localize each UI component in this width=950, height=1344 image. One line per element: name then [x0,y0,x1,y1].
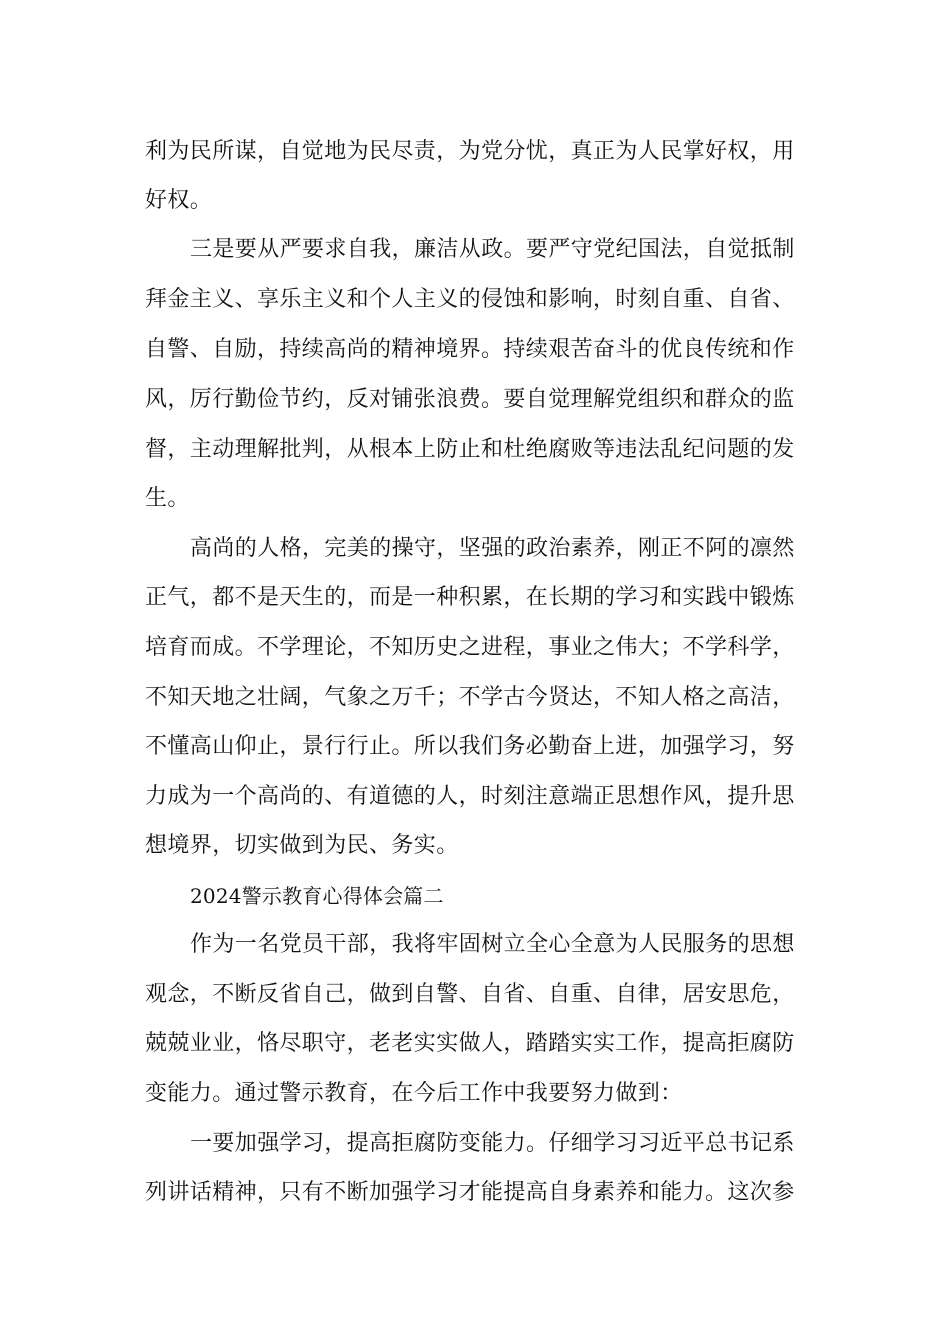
text-line: 好权。 [145,188,213,213]
paragraph-first-line: 作为一名党员干部，我将牢固树立全心全意为人民服务的思想 [190,932,795,957]
text-line: 观念，不断反省自己，做到自警、自省、自重、自律，居安思危， [145,982,795,1007]
text-line: 力成为一个高尚的、有道德的人，时刻注意端正思想作风，提升思 [145,784,795,809]
paragraph-first-line: 一要加强学习，提高拒腐防变能力。仔细学习习近平总书记系 [190,1131,795,1156]
text-line: 正气，都不是天生的，而是一种积累，在长期的学习和实践中锻炼 [145,585,795,610]
text-line: 想境界，切实做到为民、务实。 [145,833,459,858]
text-line: 利为民所谋，自觉地为民尽责，为党分忧，真正为人民掌好权，用 [145,139,795,164]
text-line: 风，厉行勤俭节约，反对铺张浪费。要自觉理解党组织和群众的监 [145,387,795,412]
text-line: 拜金主义、享乐主义和个人主义的侵蚀和影响，时刻自重、自省、 [145,287,795,312]
text-line: 生。 [145,486,190,511]
text-line: 自警、自励，持续高尚的精神境界。持续艰苦奋斗的优良传统和作 [145,337,795,362]
paragraph-first-line: 高尚的人格，完美的操守，坚强的政治素养，刚正不阿的凛然 [190,536,795,561]
text-line: 培育而成。不学理论，不知历史之进程，事业之伟大；不学科学， [145,635,795,660]
text-line: 督，主动理解批判，从根本上防止和杜绝腐败等违法乱纪问题的发 [145,437,795,462]
paragraph-first-line: 三是要从严要求自我，廉洁从政。要严守党纪国法，自觉抵制 [190,237,795,262]
text-line: 不懂高山仰止，景行行止。所以我们务必勤奋上进，加强学习，努 [145,734,795,759]
text-line: 列讲话精神，只有不断加强学习才能提高自身素养和能力。这次参 [145,1180,795,1205]
text-line: 变能力。通过警示教育，在今后工作中我要努力做到： [145,1081,683,1106]
section-heading: 2024警示教育心得体会篇二 [190,884,444,908]
text-line: 不知天地之壮阔，气象之万千；不学古今贤达，不知人格之高洁， [145,685,795,710]
text-line: 兢兢业业，恪尽职守，老老实实做人，踏踏实实工作，提高拒腐防 [145,1031,795,1056]
